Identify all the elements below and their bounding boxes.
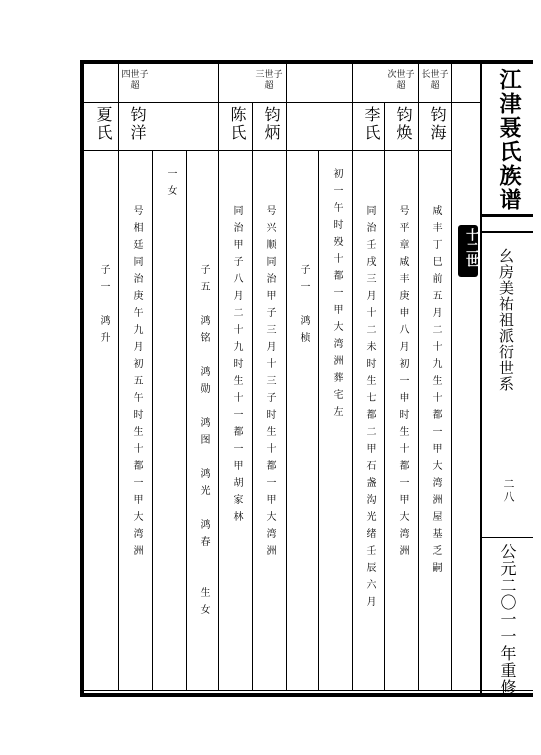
branch-title: 幺房美祐祖派衍世系 xyxy=(497,248,515,392)
column-divider xyxy=(118,64,119,690)
generation-label-fourth: 四世子超 xyxy=(121,70,149,91)
edition-rule xyxy=(480,537,533,538)
name-jun-yang: 钧洋 xyxy=(128,106,147,142)
name-jun-hai: 钧海 xyxy=(428,106,447,142)
page-frame xyxy=(80,60,533,697)
name-wife-chen: 陈氏 xyxy=(228,106,247,142)
name-jun-huan: 钧焕 xyxy=(394,106,413,142)
entry-jun-huan: 号平章咸丰庚申八月初一申时生十都一甲大湾洲 xyxy=(397,205,408,562)
column-divider xyxy=(218,64,219,690)
name-wife-li: 李氏 xyxy=(362,106,381,142)
name-wife-xia: 夏氏 xyxy=(94,106,113,142)
entry-son-sheng: 子一 鸿升 xyxy=(98,264,109,349)
entry-jun-hai: 咸丰丁巳前五月二十九生十都一甲大湾洲屋基乏嗣 xyxy=(430,205,441,579)
generation-badge: 十二世 xyxy=(458,225,478,277)
entry-wife-li: 同治壬戌三月十二未时生七都二甲石盏沟光绪壬辰六月 xyxy=(364,205,375,613)
title-rule xyxy=(480,214,533,217)
generation-label-second: 次世子超 xyxy=(387,70,415,91)
column-divider xyxy=(252,102,253,690)
bottom-rule xyxy=(84,690,533,691)
column-divider xyxy=(186,150,187,690)
column-divider xyxy=(152,150,153,690)
edition-note: 公元二〇一一年重修 xyxy=(498,543,517,696)
column-divider xyxy=(384,102,385,690)
entry-jun-yang: 号相廷同治庚午九月初五午时生十都一甲大湾洲 xyxy=(131,205,142,562)
header-rule xyxy=(84,102,480,103)
column-divider xyxy=(318,150,319,690)
column-divider xyxy=(286,64,287,690)
entry-son-zhen: 子一 鸿桢 xyxy=(298,264,309,349)
page-number: 二八 xyxy=(502,478,515,504)
column-divider xyxy=(451,64,452,690)
column-divider xyxy=(352,64,353,690)
entry-daughter: 一女 xyxy=(165,168,176,202)
title-rule-thin xyxy=(480,231,533,233)
name-row-rule xyxy=(84,150,451,151)
sidebar-divider xyxy=(480,64,482,694)
entry-death-burial: 初一午时殁十都一甲大湾洲葬宅左 xyxy=(331,168,342,423)
book-title: 江津聂氏族谱 xyxy=(496,68,521,212)
name-jun-bing: 钧炳 xyxy=(262,106,281,142)
column-divider xyxy=(418,64,419,690)
generation-label-eldest: 长世子超 xyxy=(421,70,449,91)
generation-label-third: 三世子超 xyxy=(255,70,283,91)
entry-wife-chen: 同治甲子八月二十九时生十一都一甲胡家林 xyxy=(231,205,242,528)
entry-sons-five: 子五 鸿铭 鸿勋 鸿图 鸿光 鸿春 生女 xyxy=(198,264,209,621)
entry-jun-bing: 号兴顺同治甲子三月十三子时生十都一甲大湾洲 xyxy=(264,205,275,562)
